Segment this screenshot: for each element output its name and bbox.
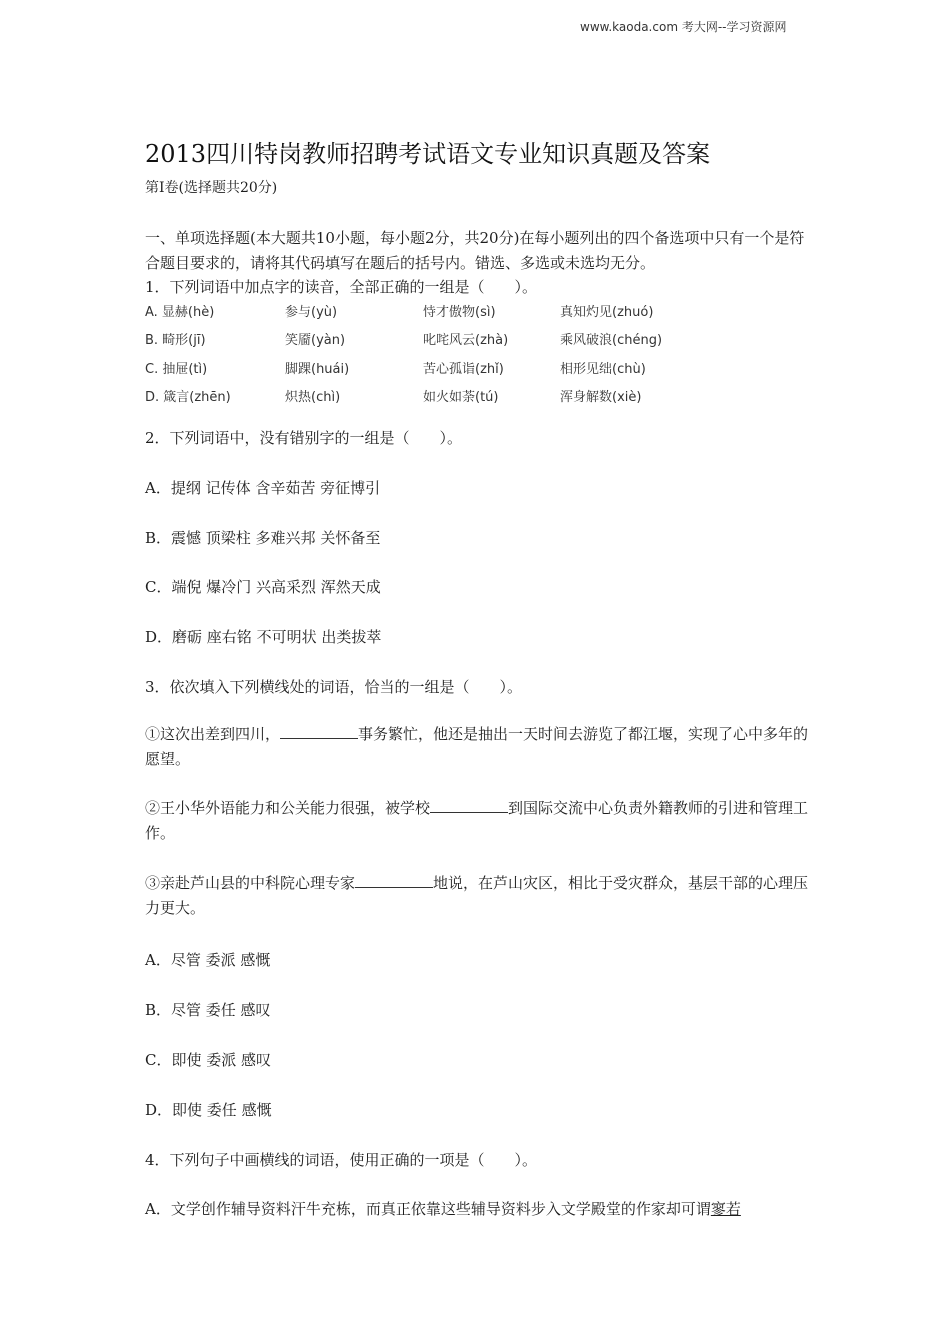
q3-sentence-1 (145, 722, 810, 772)
q2-option-a: A．提纲 记传体 含辛茹苦 旁征博引 (145, 479, 381, 497)
section-intro: 一、单项选择题(本大题共10小题，每小题2分，共20分)在每小题列出的四个备选项中只有一个是符合题目要求的，请将其代码填写在题后的括号内。错选、多选或未选均无分。 (145, 229, 805, 272)
question-1-stem: 1．下列词语中加点字的读音，全部正确的一组是（ ）。 (145, 278, 538, 296)
q1-c-1: C. 抽屉(tì) (145, 362, 208, 377)
q3-s1-before: ①这次出差到四川， (145, 725, 281, 743)
q3-option-c: C．即使 委派 感叹 (145, 1051, 272, 1069)
q1-a-1: A. 显赫(hè) (145, 305, 215, 320)
q3-s3-after: 地说，在芦山灾区，相比于受灾群众，基层干部的心理压力更大。 (145, 874, 809, 917)
q1-b-3: 叱咤风云(zhà) (423, 333, 509, 348)
q1-d-1: D. 箴言(zhēn) (145, 390, 231, 405)
q1-b-1: B. 畸形(jī) (145, 333, 206, 348)
question-4-stem: 4．下列句子中画横线的词语，使用正确的一项是（ ）。 (145, 1151, 538, 1169)
q1-c-4: 相形见绌(chù) (560, 362, 646, 377)
q1-d-2: 炽热(chì) (285, 390, 341, 405)
site-header: www.kaoda.com 考大网--学习资源网 (580, 20, 787, 34)
q1-b-4: 乘风破浪(chéng) (560, 333, 663, 348)
q1-d-3: 如火如荼(tú) (423, 390, 499, 405)
question-3-stem: 3．依次填入下列横线处的词语，恰当的一组是（ ）。 (145, 678, 523, 696)
q4-a-underlined: 寥若 (710, 1200, 741, 1218)
page-title: 2013四川特岗教师招聘考试语文专业知识真题及答案 (145, 140, 711, 168)
q1-a-2: 参与(yù) (285, 305, 338, 320)
q3-option-d: D．即使 委任 感慨 (145, 1101, 272, 1119)
q3-option-b: B．尽管 委任 感叹 (145, 1001, 271, 1019)
q4-option-a (145, 1198, 741, 1219)
q1-d-4: 浑身解数(xiè) (560, 390, 642, 405)
q3-sentence-3 (145, 871, 810, 921)
q2-option-c: C．端倪 爆冷门 兴高采烈 浑然天成 (145, 578, 381, 596)
q4-a-text: A．文学创作辅导资料汗牛充栋，而真正依靠这些辅导资料步入文学殿堂的作家却可谓 (145, 1200, 711, 1218)
q3-blank-1 (280, 723, 358, 739)
q1-c-3: 苦心孤诣(zhǐ) (423, 362, 504, 377)
q2-option-d: D．磨砺 座右铭 不可明状 出类拔萃 (145, 628, 382, 646)
question-2-stem: 2．下列词语中，没有错别字的一组是（ ）。 (145, 429, 463, 447)
q1-a-4: 真知灼见(zhuó) (560, 305, 654, 320)
q1-c-2: 脚踝(huái) (285, 362, 350, 377)
q2-option-b: B．震憾 顶梁柱 多难兴邦 关怀备至 (145, 529, 381, 547)
q3-s1-after: 事务繁忙，他还是抽出一天时间去游览了都江堰，实现了心中多年的愿望。 (145, 725, 809, 768)
q3-s2-before: ②王小华外语能力和公关能力很强，被学校 (145, 799, 431, 817)
q3-s2-after: 到国际交流中心负责外籍教师的引进和管理工作。 (145, 799, 809, 842)
q1-b-2: 笑靥(yàn) (285, 333, 346, 348)
q3-s3-before: ③亲赴芦山县的中科院心理专家 (145, 874, 356, 892)
q3-blank-2 (430, 797, 508, 813)
q3-sentence-2 (145, 796, 810, 846)
q3-option-a: A．尽管 委派 感慨 (145, 951, 271, 969)
q3-blank-3 (355, 872, 433, 888)
section-subtitle: 第Ⅰ卷(选择题共20分) (145, 180, 278, 196)
q1-a-3: 恃才傲物(sì) (423, 305, 496, 320)
